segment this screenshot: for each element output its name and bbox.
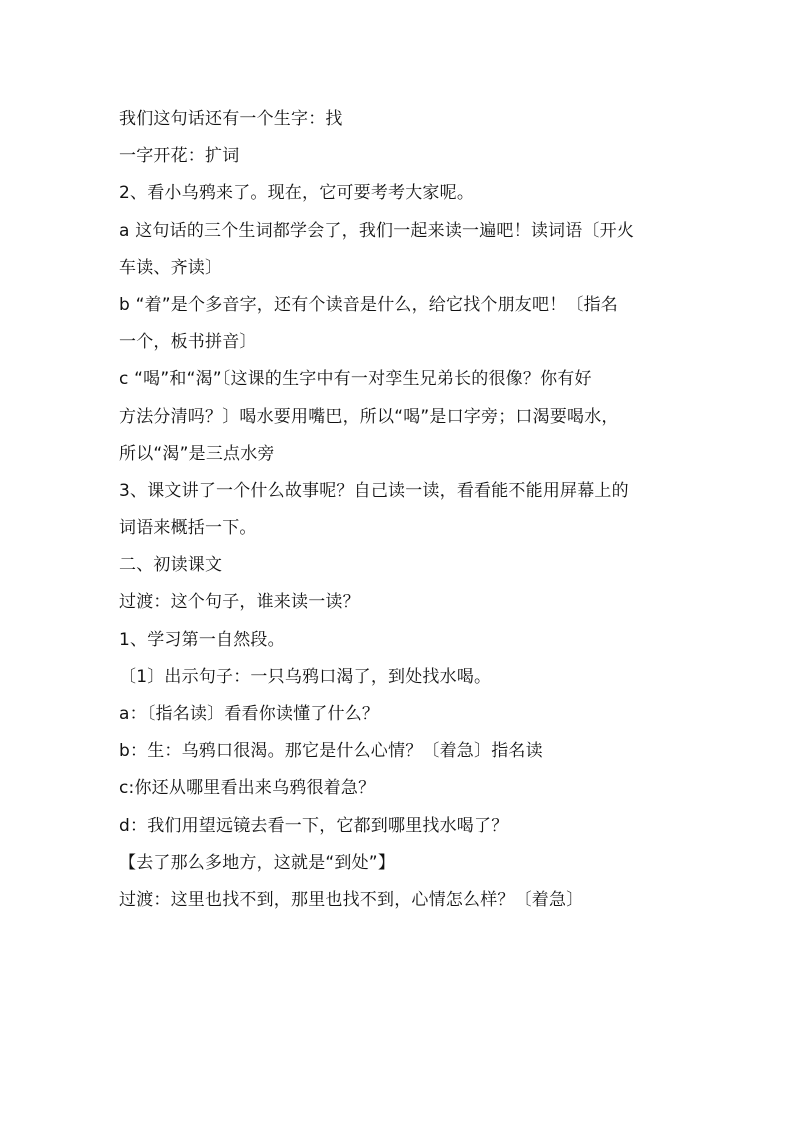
text-line: a：〔指名读〕看看你读懂了什么？	[119, 704, 380, 724]
section-heading: 二、初读课文	[119, 555, 223, 576]
text-line: 我们这句话还有一个生字：找	[119, 109, 343, 129]
text-line: c:你还从哪里看出来乌鸦很着急？	[119, 778, 376, 799]
document-body	[119, 101, 679, 919]
text-line: 〔1〕出示句子：一只乌鸦口渴了，到处找水喝。	[119, 666, 492, 687]
text-line: c “喝”和“渴”〔这课的生字中有一对孪生兄弟长的很像？你有好	[119, 369, 592, 390]
text-line: 过渡：这个句子，谁来读一读？	[119, 592, 360, 613]
text-line: a 这句话的三个生词都学会了，我们一起来读一遍吧！读词语〔开火	[119, 220, 635, 241]
text-line: b “着”是个多音字，还有个读音是什么，给它找个朋友吧！〔指名	[119, 294, 619, 315]
text-line: 车读、齐读〕	[119, 257, 223, 278]
text-line: d：我们用望远镜去看一下，它都到哪里找水喝了？	[119, 815, 509, 836]
text-line: 2、看小乌鸦来了。现在，它可要考考大家呢。	[119, 183, 475, 204]
text-line: b：生：乌鸦口很渴。那它是什么心情？〔着急〕指名读	[119, 741, 543, 762]
text-line: 词语来概括一下。	[119, 518, 257, 539]
text-line: 3、课文讲了一个什么故事呢？自己读一读，看看能不能用屏幕上的	[119, 480, 629, 501]
text-line: 1、学习第一自然段。	[119, 629, 285, 650]
text-line: 一个，板书拼音〕	[119, 332, 257, 353]
text-line: 方法分清吗？〕喝水要用嘴巴，所以“喝”是口字旁；口渴要喝水，	[119, 406, 619, 427]
text-line: 一字开花：扩词	[119, 146, 240, 167]
text-line: 【去了那么多地方，这就是“到处”】	[119, 852, 396, 873]
text-line: 过渡：这里也找不到，那里也找不到，心情怎么样？〔着急〕	[119, 889, 584, 910]
text-line: 所以“渴”是三点水旁	[119, 443, 275, 464]
